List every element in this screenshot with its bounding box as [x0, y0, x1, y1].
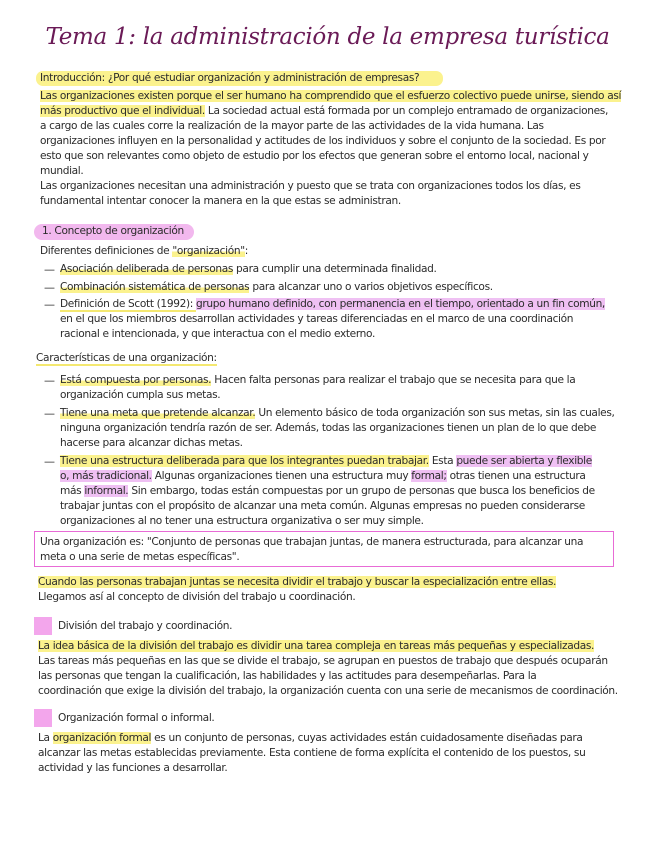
- intro-heading: Introducción: ¿Por qué estudiar organización y administración de empresas?: [40, 72, 420, 84]
- definition-box-line1: Una organización es: "Conjunto de personas que trabajan juntas, de manera estructurada, para alcanzar una: [40, 536, 584, 548]
- characteristic-3: Tiene una estructura deliberada para que los integrantes puedan trabajar. Esta puede ser abierta y flexible: [60, 455, 592, 467]
- bullet-dash: —: [44, 407, 55, 420]
- definition-3: Definición de Scott (1992): grupo humano definido, con permanencia en el tiempo, orientado a un fin común,: [60, 298, 605, 310]
- bullet-dash: —: [44, 374, 55, 387]
- division-line3: las personas que tengan la cualificación, las habilidades y las actitudes para desempeñarlas. Para la: [38, 670, 537, 682]
- intro-p2-line2: fundamental intentar conocer la manera en la que estas se administran.: [40, 195, 401, 207]
- division-intro-line1: Cuando las personas trabajan juntas se necesita dividir el trabajo y buscar la especialización entre ellas.: [38, 576, 557, 588]
- page-title: Tema 1: la administración de la empresa turística: [45, 24, 610, 50]
- definitions-intro: Diferentes definiciones de "organización":: [40, 245, 248, 257]
- bullet-dash: —: [44, 298, 55, 311]
- definition-2: Combinación sistemática de personas para alcanzar uno o varios objetivos específicos.: [60, 281, 493, 293]
- intro-p2-line1: Las organizaciones necesitan una administración y puesto que se trata con organizaciones todos los días, es: [40, 180, 581, 192]
- subsection-formal-heading: Organización formal o informal.: [58, 712, 215, 724]
- formal-line1: La organización formal es un conjunto de personas, cuyas actividades están cuidadosamente diseñadas para: [38, 732, 583, 744]
- intro-p1-line1: Las organizaciones existen porque el ser humano ha comprendido que el esfuerzo colectivo puede unirse, siendo así: [40, 90, 622, 102]
- definition-3-line3: racional e intencionada, y que interactua con el medio externo.: [60, 328, 375, 340]
- definition-1: Asociación deliberada de personas para cumplir una determinada finalidad.: [60, 263, 437, 275]
- intro-p1-line3: a cargo de las cuales corre la realización de la mayor parte de las actividades de la vida humana. Las: [40, 120, 544, 132]
- characteristic-2-line2: ninguna organización tendría razón de ser. Además, todas las organizaciones tienen un plan de lo que debe: [60, 422, 597, 434]
- characteristic-1: Está compuesta por personas. Hacen falta personas para realizar el trabajo que se necesita para que la: [60, 374, 576, 386]
- intro-p1-line6: mundial.: [40, 165, 84, 177]
- characteristics-heading: Características de una organización:: [36, 352, 217, 364]
- characteristic-3-line4: trabajar juntas con el propósito de alcanzar una meta común. Algunas empresas no pueden considerarse: [60, 500, 585, 512]
- division-intro-line2: Llegamos así al concepto de división del trabajo u coordinación.: [38, 591, 356, 603]
- subsection-marker-square: [34, 709, 52, 727]
- division-line2: Las tareas más pequeñas en las que se divide el trabajo, se agrupan en puestos de trabajo que después ocuparán: [38, 655, 608, 667]
- characteristic-1-line2: organización cumpla sus metas.: [60, 389, 221, 401]
- intro-p1-line5: esto que son relevantes como objeto de estudio por los efectos que generan sobre el entorno local, nacional y: [40, 150, 589, 162]
- characteristic-3-line5: organizaciones al no tener una estructura organizativa o ser muy simple.: [60, 515, 424, 527]
- characteristic-3-line3: más informal. Sin embargo, todas están compuestas por un grupo de personas que busca los beneficios de: [60, 485, 595, 497]
- formal-line2: alcanzar las metas establecidas previamente. Esta contiene de forma explícita el contenido de los puestos, su: [38, 747, 586, 759]
- division-line4: coordinación que exige la división del trabajo, la organización cuenta con una serie de mecanismos de coordinación.: [38, 685, 618, 697]
- division-line1: La idea básica de la división del trabajo es dividir una tarea compleja en tareas más pequeñas y especializadas.: [38, 640, 595, 652]
- subsection-division-heading: División del trabajo y coordinación.: [58, 620, 233, 632]
- bullet-dash: —: [44, 263, 55, 276]
- characteristic-2: Tiene una meta que pretende alcanzar. Un elemento básico de toda organización son sus metas, sin las cuales,: [60, 407, 615, 419]
- bullet-dash: —: [44, 281, 55, 294]
- definition-box-line2: meta o una serie de metas específicas".: [40, 551, 240, 563]
- intro-p1-line4: organizaciones influyen en la personalidad y actitudes de los individuos y sobre el conjunto de la sociedad. Es por: [40, 135, 606, 147]
- definition-3-line2: en el que los miembros desarrollan actividades y tareas diferenciadas en el marco de una coordinación: [60, 313, 574, 325]
- formal-line3: actividad y las funciones a desarrollar.: [38, 762, 228, 774]
- intro-p1-line2: más productivo que el individual. La sociedad actual está formada por un complejo entramado de organizaciones,: [40, 105, 608, 117]
- subsection-marker-square: [34, 617, 52, 635]
- characteristic-3-line2: o, más tradicional. Algunas organizaciones tienen una estructura muy formal; otras tienen una estructura: [60, 470, 586, 482]
- bullet-dash: —: [44, 455, 55, 468]
- section1-heading: 1. Concepto de organización: [42, 225, 184, 237]
- characteristic-2-line3: hacerse para alcanzar dichas metas.: [60, 437, 243, 449]
